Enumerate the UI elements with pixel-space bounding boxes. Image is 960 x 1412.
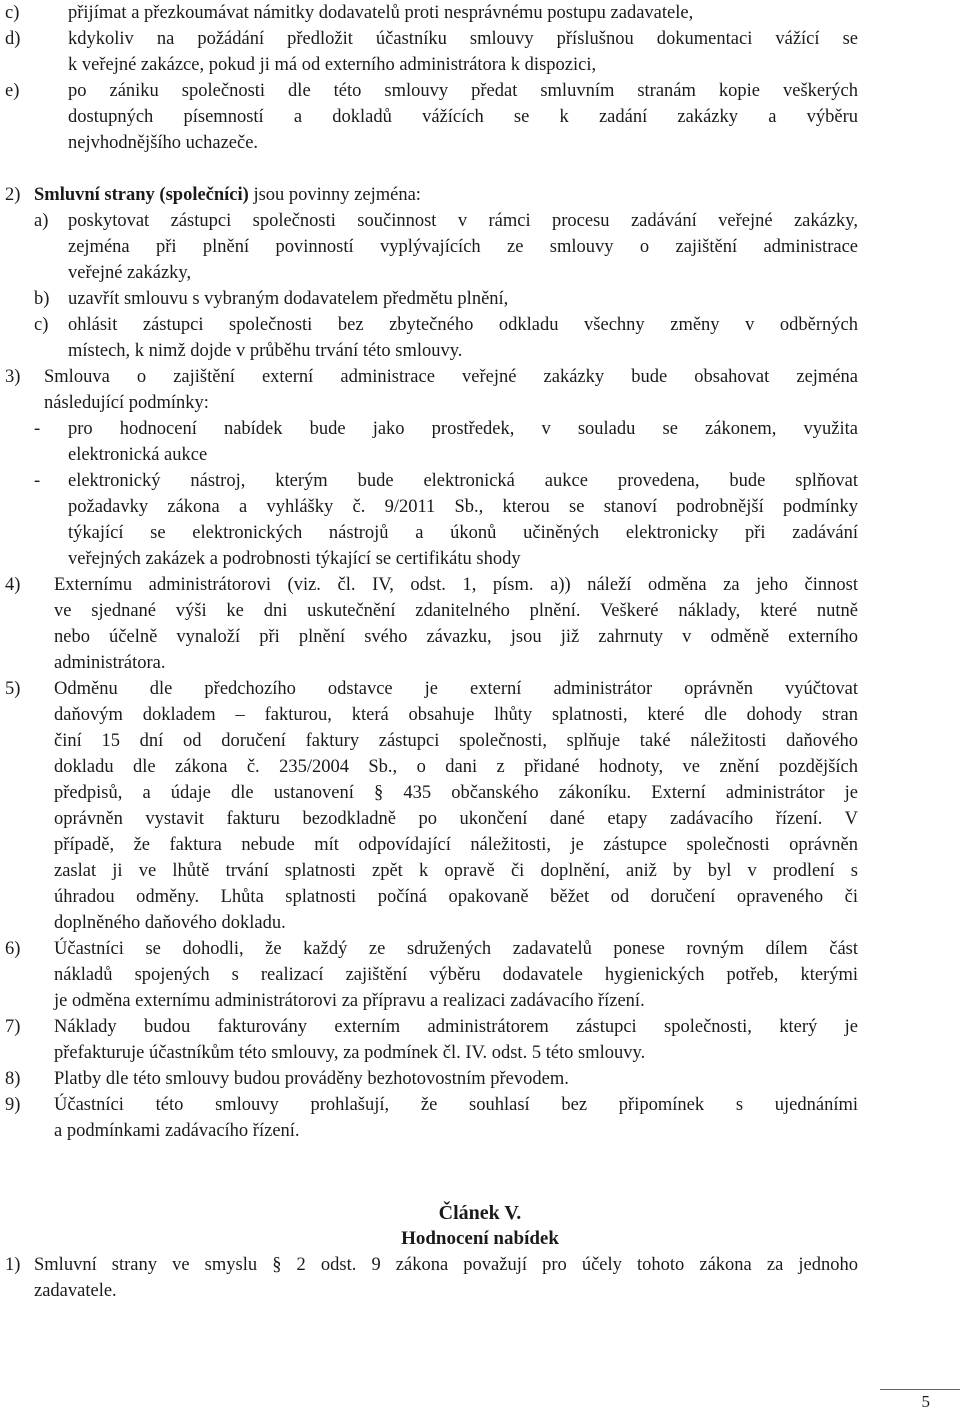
text-line: kdykoliv na požádání předložit účastníku smlouvy příslušnou dokumentaci vážící se (68, 29, 858, 49)
text-line: nákladů spojených s realizací zajištění výběru dodavatele hygienických potřeb, kterými (54, 965, 858, 985)
text-line: týkající se elektronických nástrojů a úkonů učiněných elektronicky při zadávání (68, 523, 858, 543)
text-line: je odměna externímu administrátorovi za přípravu a realizaci zadávacího řízení. (54, 991, 645, 1011)
text-line: oprávněn vystavit fakturu bezodkladně po ukončení dané etapy zadávacího řízení. V (54, 809, 858, 829)
text-line: po zániku společnosti dle této smlouvy předat smluvním stranám kopie veškerých (68, 81, 858, 101)
text-line: Platby dle této smlouvy budou prováděny bezhotovostním převodem. (54, 1069, 569, 1089)
section-number: 1) (5, 1255, 21, 1275)
dash-marker: - (34, 419, 41, 439)
text-line: veřejné zakázky, (68, 263, 192, 283)
text-line: Účastníci této smlouvy prohlašují, že souhlasí bez připomínek s ujednáními (54, 1095, 858, 1115)
text-line: přefakturuje účastníkům této smlouvy, za podmínek čl. IV. odst. 5 této smlouvy. (54, 1043, 646, 1063)
text-line: případě, že faktura nebude mít odpovídající náležitosti, je zástupce společnosti oprávněn (54, 835, 858, 855)
text-line: Náklady budou fakturovány externím administrátorem zástupci společnosti, který je (54, 1017, 858, 1037)
text-line: doplněného daňového dokladu. (54, 913, 286, 933)
text-line: poskytovat zástupci společnosti součinnost v rámci procesu zadávání veřejné zakázky, (68, 211, 858, 231)
text-line: úhradou odměny. Lhůta splatnosti počíná opakovaně běžet od doručení opraveného či (54, 887, 858, 907)
section-number: 9) (5, 1095, 21, 1115)
text-line: Účastníci se dohodli, že každý ze sdružených zadavatelů ponese rovným dílem část (54, 939, 858, 959)
text-line: místech, k nimž dojde v průběhu trvání této smlouvy. (68, 341, 463, 361)
section-heading-bold: Smluvní strany (společníci) (34, 185, 249, 205)
text-line: následující podmínky: (44, 393, 209, 413)
text-line: ohlásit zástupci společnosti bez zbytečného odkladu všechny změny v odběrných (68, 315, 858, 335)
section-number: 3) (5, 367, 21, 387)
text-line: zaslat ji ve lhůtě trvání splatnosti zpět k opravě či doplnění, aniž by byl v prodlení s (54, 861, 858, 881)
text-line: činí 15 dní od doručení faktury zástupci společnosti, splňuje také náležitosti daňového (54, 731, 858, 751)
text-line: ve sjednané výši ke dni uskutečnění zdanitelného plnění. Veškeré náklady, které nutně (54, 601, 858, 621)
section-number: 4) (5, 575, 21, 595)
dash-marker: - (34, 471, 41, 491)
list-marker: c) (34, 315, 49, 335)
text-line: elektronický nástroj, kterým bude elektronická aukce provedena, bude splňovat (68, 471, 858, 491)
list-marker: d) (5, 29, 21, 49)
list-marker: c) (5, 3, 20, 23)
text-line: dostupných písemností a dokladů vážících se k zadání zakázky a výběru (68, 107, 858, 127)
text-line: nejvhodnějšího uchazeče. (68, 133, 259, 153)
text-line: Externímu administrátorovi (viz. čl. IV, odst. 1, písm. a)) náleží odměna za jeho činnost (54, 575, 858, 595)
text-line: daňovým dokladem – fakturou, která obsahuje lhůty splatnosti, které dle dohody stran (54, 705, 858, 725)
section-number: 2) (5, 185, 21, 205)
text-line: Smluvní strany ve smyslu § 2 odst. 9 zákona považují pro účely tohoto zákona za jednoho (34, 1255, 858, 1275)
text-line: elektronická aukce (68, 445, 208, 465)
section-number: 6) (5, 939, 21, 959)
text-line: k veřejné zakázce, pokud ji má od externího administrátora k dispozici, (68, 55, 597, 75)
list-marker: e) (5, 81, 20, 101)
text-line: dokladu dle zákona č. 235/2004 Sb., o dani z přidané hodnoty, ve znění pozdějších (54, 757, 858, 777)
text-line: požadavky zákona a vyhlášky č. 9/2011 Sb., kterou se stanoví podrobnější podmínky (68, 497, 858, 517)
text-line: předpisů, a údaje dle ustanovení § 435 občanského zákoníku. Externí administrátor je (54, 783, 858, 803)
text-line: nebo účelně vynaloží při plnění svého závazku, jsou již zahrnuty v odměně externího (54, 627, 858, 647)
text-line: veřejných zakázek a podrobnosti týkající se certifikátu shody (68, 549, 521, 569)
text-line: Smlouva o zajištění externí administrace veřejné zakázky bude obsahovat zejména (44, 367, 858, 387)
text-line: uzavřít smlouvu s vybraným dodavatelem předmětu plnění, (68, 289, 509, 309)
text-line: administrátora. (54, 653, 166, 673)
page-number: 5 (921, 1392, 930, 1411)
article-title: Článek V. (438, 1202, 522, 1224)
text-line: Odměnu dle předchozího odstavce je externí administrátor oprávněn vyúčtovat (54, 679, 858, 699)
text-line: pro hodnocení nabídek bude jako prostředek, v souladu se zákonem, využita (68, 419, 858, 439)
article-subtitle: Hodnocení nabídek (401, 1228, 559, 1249)
page-number-rule (880, 1389, 960, 1390)
text-line: a podmínkami zadávacího řízení. (54, 1121, 300, 1141)
section-heading-text: jsou povinny zejména: (248, 185, 421, 205)
section-heading (34, 182, 421, 208)
section-number: 8) (5, 1069, 21, 1089)
text-line: přijímat a přezkoumávat námitky dodavatelů proti nesprávnému postupu zadavatele, (68, 3, 694, 23)
section-number: 5) (5, 679, 21, 699)
text-line: zejména při plnění povinností vyplývajících ze smlouvy o zajištění administrace (68, 237, 858, 257)
section-number: 7) (5, 1017, 21, 1037)
text-line: zadavatele. (34, 1281, 117, 1301)
list-marker: b) (34, 289, 50, 309)
list-marker: a) (34, 211, 49, 231)
